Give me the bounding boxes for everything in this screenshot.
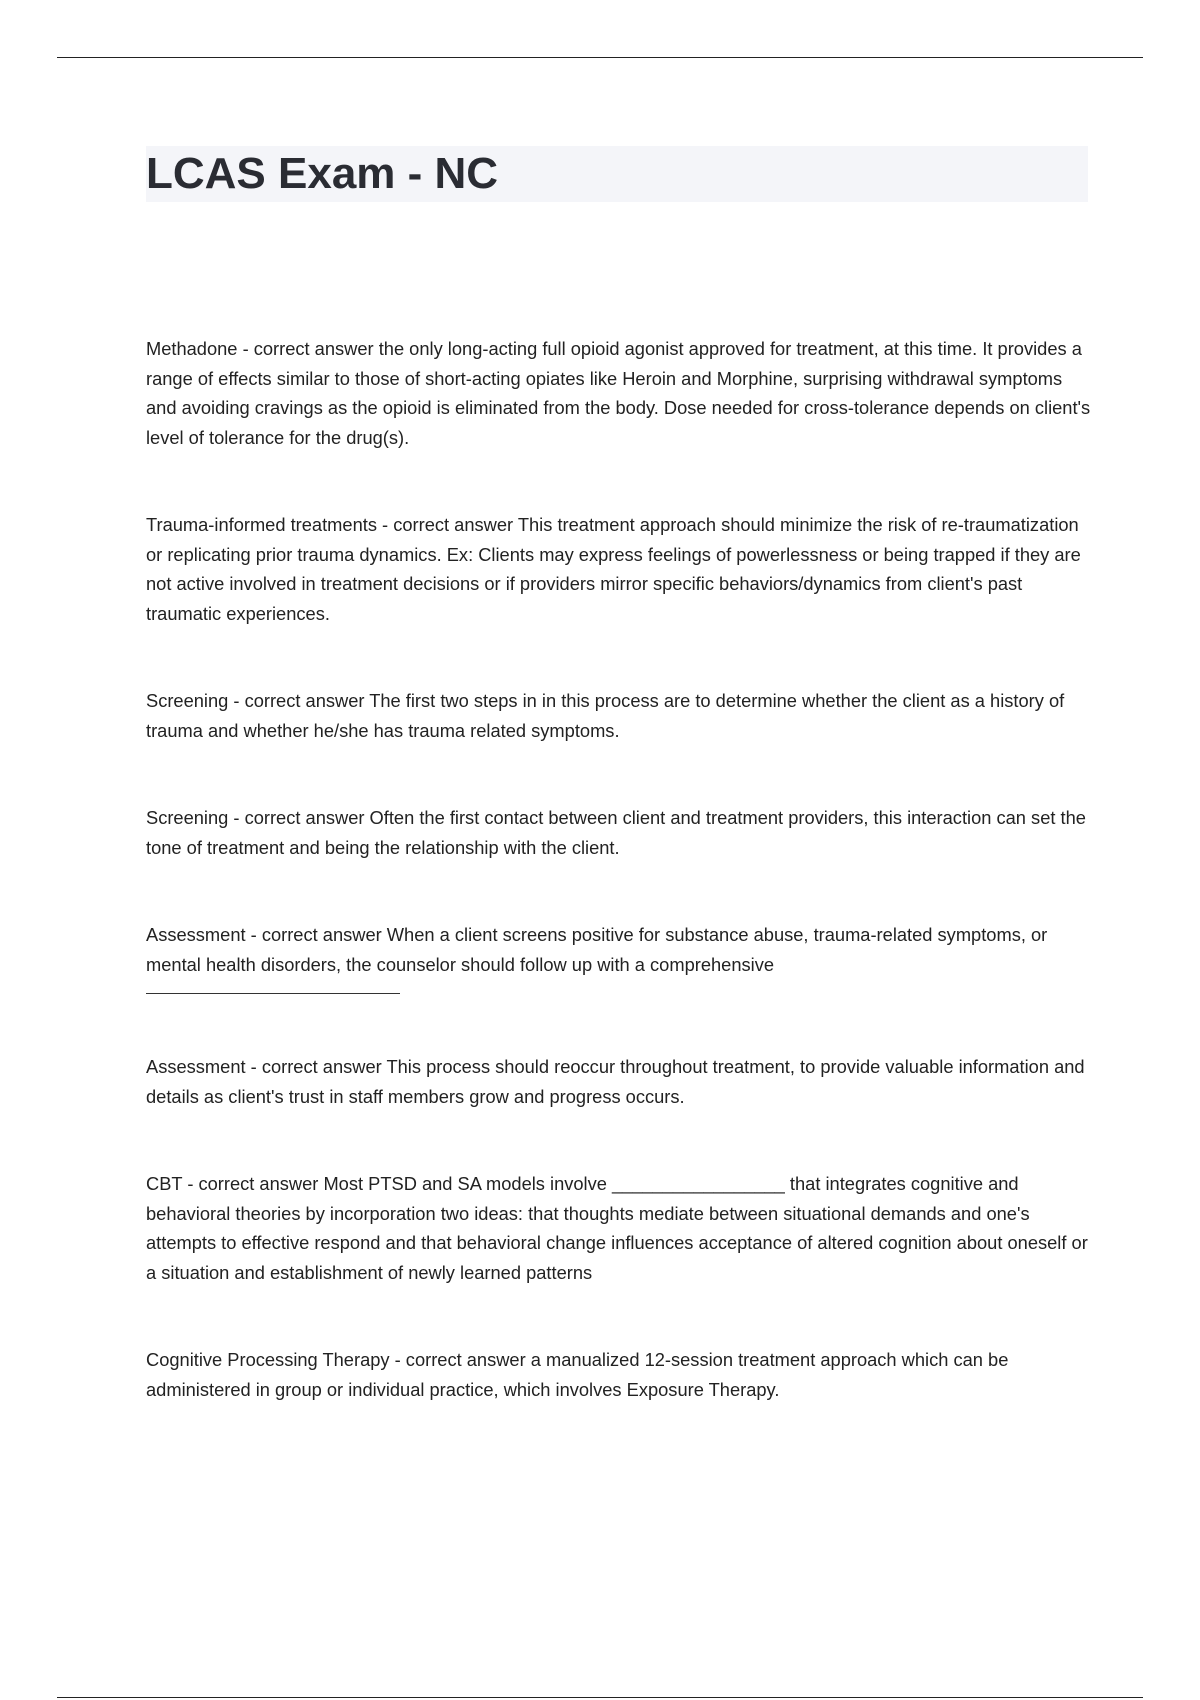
qa-entry-assessment-1	[146, 920, 1096, 994]
entry-answer: correct answer the only long-acting full opioid agonist approved for treatment, at this time. It provides a range of effects similar to those of short-acting opiates like Heroin and Morphine, surprising withdrawal symptoms and avoiding cravings as the opioid is eliminated from the body. Dose needed for cross-tolerance depends on client's level of tolerance for the drug(s).	[146, 338, 1091, 448]
entry-separator: -	[376, 514, 394, 535]
entry-separator: -	[245, 924, 262, 945]
entry-term: Cognitive Processing Therapy	[146, 1349, 390, 1370]
entry-answer: correct answer Often the first contact between client and treatment providers, this interaction can set the tone of treatment and being the relationship with the client.	[146, 807, 1086, 858]
entry-answer: correct answer Most PTSD and SA models involve _________________ that integrates cognitive and behavioral theories by incorporation two ideas: that thoughts mediate between situational demands and one's attempts to effective respond and that behavioral change influences acceptance of altered cognition about oneself or a situation and establishment of newly learned patterns	[146, 1173, 1088, 1283]
qa-entry-cognitive-processing-therapy	[146, 1345, 1096, 1404]
entry-term: CBT	[146, 1173, 183, 1194]
entry-term: Screening	[146, 690, 229, 711]
entry-answer: correct answer a manualized 12-session treatment approach which can be administered in group or individual practice, which involves Exposure Therapy.	[146, 1349, 1009, 1400]
qa-entry-assessment-2	[146, 1052, 1096, 1111]
entry-answer: correct answer The first two steps in in this process are to determine whether the client as a history of trauma and whether he/she has trauma related symptoms.	[146, 690, 1065, 741]
entry-separator: -	[228, 807, 245, 828]
entry-term: Assessment	[146, 924, 246, 945]
qa-entry-screening-1	[146, 686, 1096, 745]
entry-answer: correct answer This process should reoccur throughout treatment, to provide valuable information and details as client's trust in staff members grow and progress occurs.	[146, 1056, 1085, 1107]
document-title: LCAS Exam - NC	[146, 149, 499, 198]
qa-entry-cbt	[146, 1169, 1096, 1287]
entry-separator: -	[389, 1349, 406, 1370]
qa-entry-trauma-informed-treatments	[146, 510, 1096, 628]
entry-separator: -	[228, 690, 245, 711]
entry-term: Methadone	[146, 338, 238, 359]
qa-entry-screening-2	[146, 803, 1096, 862]
entry-term: Screening	[146, 807, 229, 828]
entry-separator: -	[245, 1056, 262, 1077]
qa-entry-methadone	[146, 334, 1096, 452]
entry-answer: correct answer When a client screens positive for substance abuse, trauma-related symptoms, or mental health disorders, the counselor should follow up with a comprehensive	[146, 924, 1048, 975]
qa-entries	[146, 334, 1096, 1462]
entry-answer: correct answer This treatment approach should minimize the risk of re-traumatization or replicating prior trauma dynamics. Ex: Clients may express feelings of powerlessness or being trapped if they are not active involved in treatment decisions or if providers mirror specific behaviors/dynamics from client's past traumatic experiences.	[146, 514, 1081, 624]
entry-term: Trauma-informed treatments	[146, 514, 377, 535]
entry-separator: -	[182, 1173, 199, 1194]
fill-in-blank-line	[146, 993, 400, 994]
bottom-rule	[57, 1697, 1143, 1698]
entry-term: Assessment	[146, 1056, 246, 1077]
title-band	[146, 146, 1088, 202]
top-rule	[57, 57, 1143, 58]
entry-separator: -	[237, 338, 254, 359]
